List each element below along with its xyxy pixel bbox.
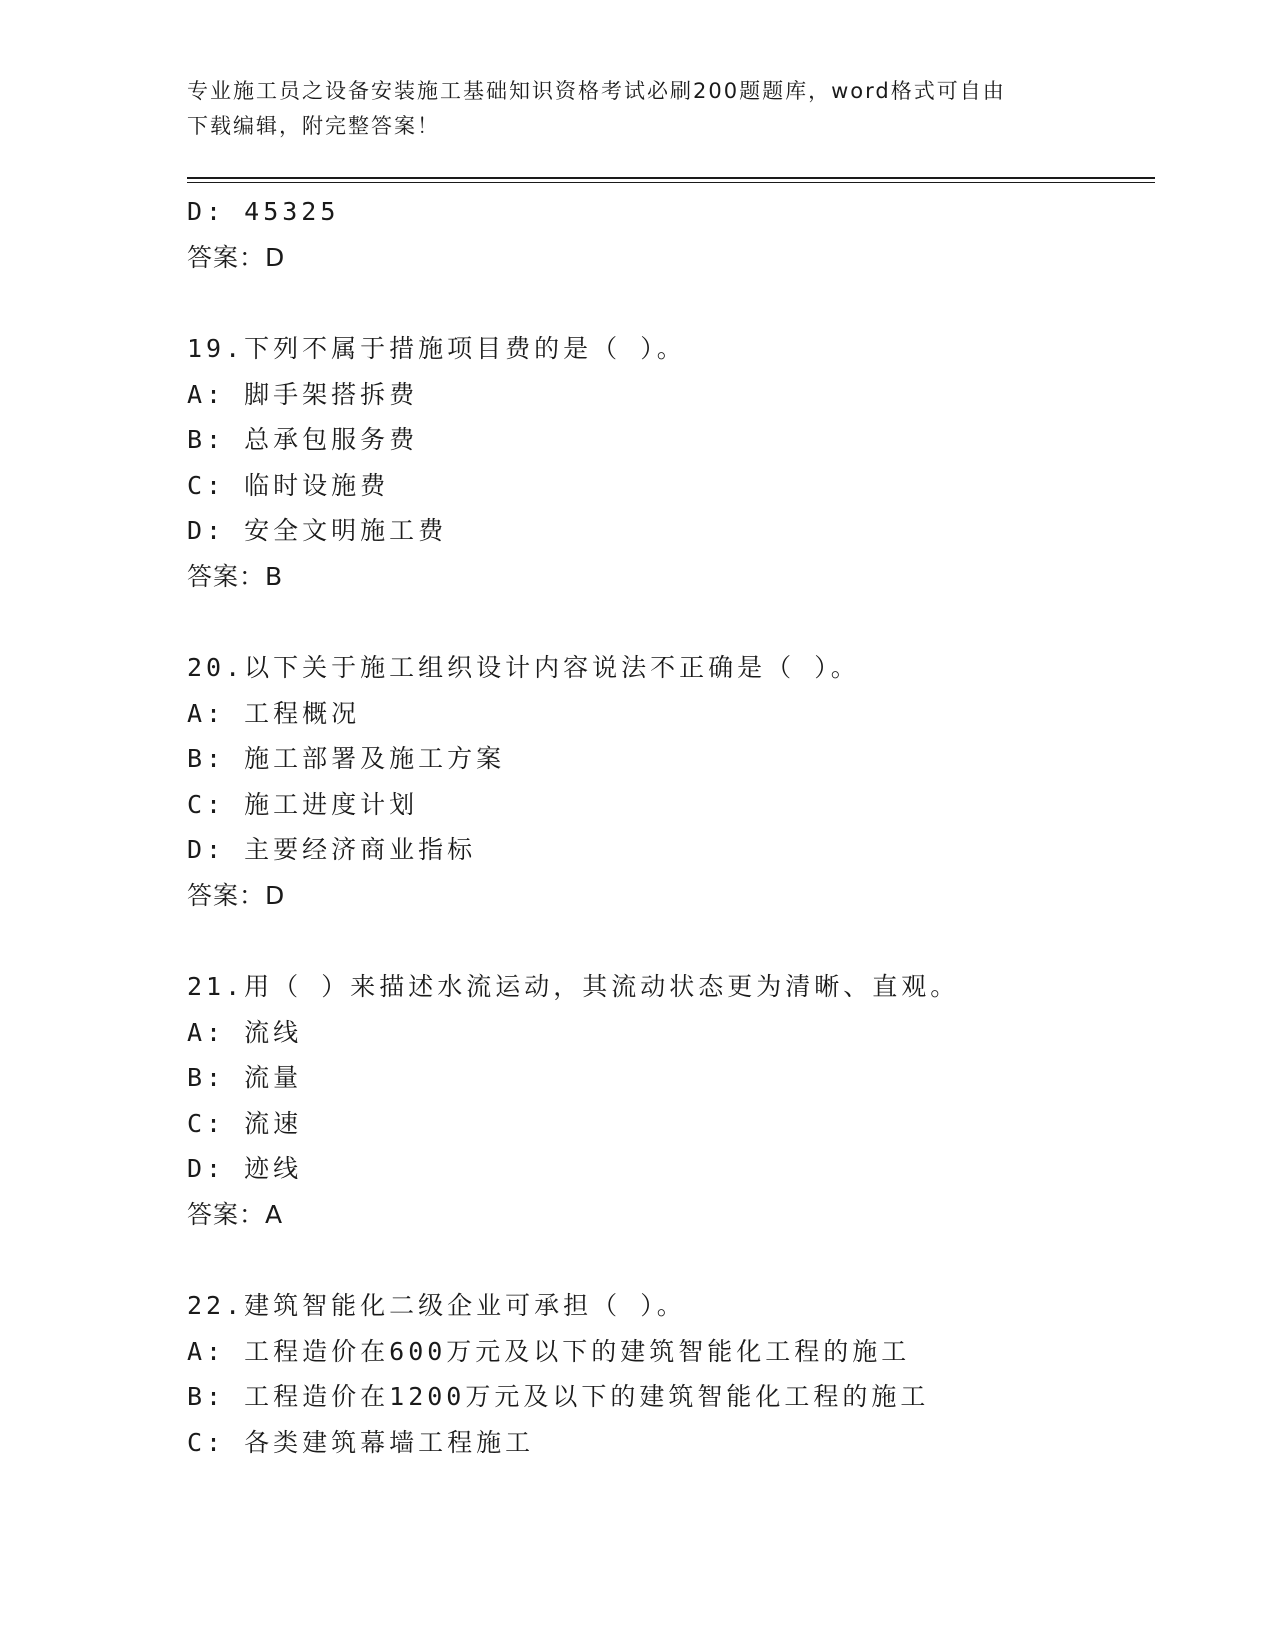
question-content — [187, 189, 1155, 1465]
option-d: D: 迹线 — [187, 1154, 303, 1183]
spacer — [187, 1237, 1155, 1283]
answer: 答案：A — [187, 1199, 284, 1229]
spacer — [187, 280, 1155, 326]
question-text: 22.建筑智能化二级企业可承担（ ）。 — [187, 1291, 686, 1320]
option-c: C: 施工进度计划 — [187, 789, 419, 819]
question-block-19 — [187, 326, 1155, 599]
option-a: A: 脚手架搭拆费 — [187, 379, 419, 409]
spacer — [187, 918, 1155, 964]
option-b: B: 总承包服务费 — [187, 425, 419, 454]
question-text: 20.以下关于施工组织设计内容说法不正确是（ ）。 — [187, 653, 860, 682]
question-block-22 — [187, 1283, 1155, 1465]
option-c: C: 各类建筑幕墙工程施工 — [187, 1427, 535, 1457]
option-d: D: 安全文明施工费 — [187, 516, 448, 545]
option-a: A: 工程造价在600万元及以下的建筑智能化工程的施工 — [187, 1336, 911, 1366]
option-d: D: 主要经济商业指标 — [187, 835, 477, 864]
document-header — [187, 74, 1077, 144]
header-line-1: 专业施工员之设备安装施工基础知识资格考试必刷200题题库，word格式可自由 — [187, 79, 1006, 103]
question-block-20 — [187, 645, 1155, 918]
option-d: D: 45325 — [187, 197, 340, 226]
option-c: C: 临时设施费 — [187, 470, 390, 500]
option-b: B: 工程造价在1200万元及以下的建筑智能化工程的施工 — [187, 1382, 930, 1411]
spacer — [187, 599, 1155, 645]
question-block-21 — [187, 964, 1155, 1237]
option-a: A: 流线 — [187, 1017, 303, 1047]
header-rule-thick — [187, 177, 1155, 179]
option-c: C: 流速 — [187, 1108, 303, 1138]
question-text: 19.下列不属于措施项目费的是（ ）。 — [187, 334, 686, 363]
option-b: B: 流量 — [187, 1063, 303, 1092]
option-a: A: 工程概况 — [187, 698, 361, 728]
header-rule-thin — [187, 182, 1155, 183]
answer: 答案：B — [187, 561, 284, 591]
question-text: 21.用（ ）来描述水流运动，其流动状态更为清晰、直观。 — [187, 972, 960, 1001]
answer: 答案：D — [187, 880, 286, 910]
answer: 答案：D — [187, 242, 286, 272]
header-line-2: 下载编辑，附完整答案！ — [187, 114, 440, 138]
option-b: B: 施工部署及施工方案 — [187, 744, 506, 773]
